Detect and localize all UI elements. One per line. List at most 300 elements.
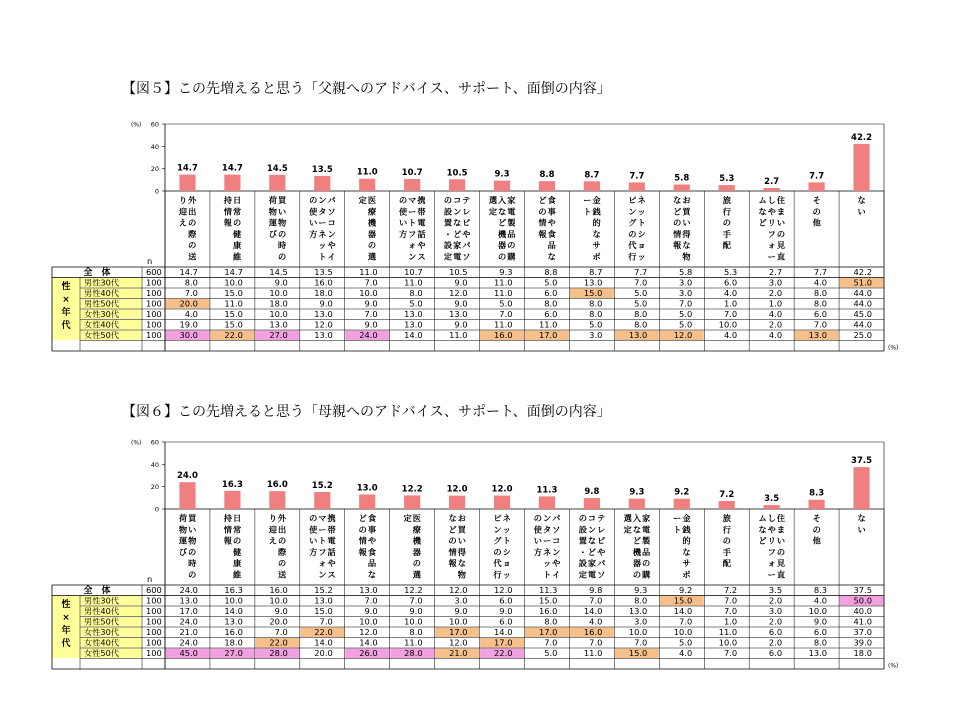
fig5-cell: 25.0 <box>853 330 872 340</box>
fig6-cell: 9.0 <box>499 606 513 616</box>
fig5-cell: 30.0 <box>179 330 198 340</box>
fig6-cell: 9.0 <box>454 606 468 616</box>
fig6-data-label: 9.3 <box>629 487 645 498</box>
fig5-data-label: 9.3 <box>494 169 510 180</box>
fig6-data-label: 11.3 <box>536 485 558 496</box>
fig6-cell: 22.0 <box>314 627 333 637</box>
fig5-cell: 13.0 <box>269 319 288 330</box>
fig6-cell: 20.0 <box>314 648 333 658</box>
fig5-cell: 15.0 <box>224 288 243 298</box>
fig5-total-cell: 5.8 <box>679 267 693 277</box>
fig5-bar <box>179 175 195 191</box>
fig5-cell: 11.0 <box>494 277 513 288</box>
fig5-cell: 51.0 <box>853 277 872 288</box>
fig5-bar <box>449 179 465 191</box>
fig6-bar <box>494 496 510 509</box>
fig6-cell: 16.0 <box>583 627 603 637</box>
fig5-cell: 3.0 <box>679 288 693 298</box>
fig5-cell: 8.0 <box>634 319 648 330</box>
fig6-cell: 15.0 <box>673 595 693 606</box>
fig5-cell: 13.0 <box>404 309 423 319</box>
fig6-cell: 10.0 <box>269 595 288 606</box>
fig6-cell: 2.0 <box>768 637 783 648</box>
figure5-title: 【図５】この先増えると思う「父親へのアドバイス、サポート、面倒の内容」 <box>122 81 611 97</box>
fig6-pct-unit: (%) <box>131 439 142 447</box>
fig6-cell: 6.0 <box>499 616 513 627</box>
fig5-total-cell: 13.5 <box>314 267 333 277</box>
fig5-cell: 3.0 <box>768 277 783 288</box>
fig6-cell: 8.0 <box>813 637 828 648</box>
fig5-cell: 11.0 <box>494 319 513 330</box>
fig5-cell: 12.0 <box>449 288 468 298</box>
fig5-cell: 44.0 <box>853 298 872 309</box>
fig6-row-n: 100 <box>146 648 162 658</box>
fig5-group-label: 代 <box>61 321 71 332</box>
fig6-bar <box>764 505 780 509</box>
fig5-total-cell: 14.7 <box>179 267 198 277</box>
fig6-cell: 41.0 <box>853 616 872 627</box>
fig6-bar <box>719 501 735 509</box>
fig6-cell: 20.0 <box>269 616 288 627</box>
fig6-category-label: 携帯電話やスマートフォンの使い方 <box>309 513 336 580</box>
fig5-cell: 19.0 <box>179 319 198 330</box>
fig5-cell: 10.0 <box>269 309 288 319</box>
fig6-row-label: 男性50代 <box>84 616 119 627</box>
fig6-cell: 7.0 <box>589 595 603 606</box>
fig5-group-label: × <box>62 295 70 306</box>
fig6-row-label: 女性50代 <box>84 648 119 658</box>
fig5-bar <box>719 185 735 191</box>
fig5-cell: 20.0 <box>179 298 198 309</box>
fig5-data-label: 11.0 <box>356 167 378 178</box>
fig5-row-n: 100 <box>146 319 162 330</box>
fig5-cell: 6.0 <box>544 309 558 319</box>
fig5-cell: 8.0 <box>813 288 828 298</box>
fig6-category-label: 食事や食品などの情報 <box>358 513 377 580</box>
fig6-total-n: 600 <box>146 585 162 595</box>
fig5-row-label: 女性50代 <box>84 330 119 340</box>
fig6-cell: 11.0 <box>404 637 423 648</box>
fig5-y-tick-label: 20 <box>150 165 159 174</box>
fig5-cell: 13.0 <box>314 309 333 319</box>
fig6-group-label: 年 <box>61 626 71 637</box>
fig5-cell: 44.0 <box>853 319 872 330</box>
fig6-n-label: n <box>147 574 153 584</box>
fig6-data-label: 8.3 <box>809 488 825 499</box>
fig6-cell: 17.0 <box>449 627 468 637</box>
fig6-cell: 14.0 <box>359 637 378 648</box>
fig6-total-cell: 9.8 <box>589 585 603 595</box>
fig5-bar <box>629 182 645 191</box>
fig6-total-cell: 13.0 <box>359 585 378 595</box>
fig6-cell: 7.0 <box>679 616 693 627</box>
fig5-cell: 6.0 <box>723 277 738 288</box>
fig6-cell: 5.0 <box>679 637 693 648</box>
fig5-cell: 8.0 <box>634 309 648 319</box>
fig5-cell: 1.0 <box>723 298 738 309</box>
fig6-bar <box>224 491 240 509</box>
fig6-cell: 15.0 <box>538 595 558 606</box>
fig5-total-cell: 8.7 <box>589 267 603 277</box>
fig6-cell: 6.0 <box>499 595 513 606</box>
fig6-total-cell: 8.3 <box>813 585 828 595</box>
fig5-group-label: 性 <box>61 282 71 293</box>
fig5-total-cell: 10.5 <box>449 267 468 277</box>
fig6-cell: 45.0 <box>179 648 198 658</box>
fig6-data-label: 15.2 <box>311 481 333 492</box>
fig6-cell: 10.0 <box>449 616 468 627</box>
fig6-cell: 13.0 <box>628 606 648 616</box>
fig6-category-label: ない <box>857 513 866 535</box>
fig5-cell: 7.0 <box>679 298 693 309</box>
fig6-row-label: 男性40代 <box>84 606 119 616</box>
fig5-cell: 9.0 <box>364 298 378 309</box>
fig6-category-label: パソコンやインターネットの使い方 <box>533 513 561 580</box>
fig6-data-label: 9.2 <box>674 487 690 498</box>
fig5-total-cell: 7.7 <box>813 267 828 277</box>
fig5-cell: 4.0 <box>768 309 783 319</box>
fig5-total-cell: 2.7 <box>768 267 783 277</box>
fig6-cell: 7.0 <box>409 595 423 606</box>
fig5-cell: 14.0 <box>404 330 423 340</box>
fig6-total-cell: 12.0 <box>449 585 468 595</box>
fig5-bar <box>674 185 690 191</box>
fig6-data-label: 37.5 <box>851 456 873 467</box>
fig6-cell: 13.0 <box>314 595 333 606</box>
fig5-cell: 8.0 <box>589 298 603 309</box>
fig6-cell: 16.0 <box>538 606 558 616</box>
fig6-cell: 28.0 <box>269 648 288 658</box>
fig5-cell: 8.0 <box>409 288 423 298</box>
fig5-cell: 9.0 <box>454 319 468 330</box>
fig5-total-cell: 8.8 <box>544 267 558 277</box>
fig6-cell: 7.0 <box>274 627 288 637</box>
fig6-category-label: 買い物の時の荷物運び <box>178 513 197 580</box>
fig6-cell: 4.0 <box>813 595 828 606</box>
fig5-cell: 4.0 <box>723 330 738 340</box>
fig5-data-label: 7.7 <box>629 171 645 182</box>
fig5-bar <box>404 179 420 191</box>
fig6-bar <box>449 496 465 509</box>
fig6-data-label: 12.2 <box>401 484 423 495</box>
fig5-cell: 2.0 <box>768 319 783 330</box>
fig5-category-label: ない <box>857 195 866 217</box>
fig5-bar <box>809 182 825 191</box>
fig6-cell: 14.0 <box>314 637 333 648</box>
fig5-cell: 11.0 <box>404 277 423 288</box>
fig5-cell: 11.0 <box>494 288 513 298</box>
fig6-data-label: 24.0 <box>176 471 198 482</box>
fig5-group-label: 年 <box>61 308 71 319</box>
fig6-data-label: 7.2 <box>719 489 735 500</box>
fig6-cell: 14.0 <box>583 606 603 616</box>
fig5-row-n: 100 <box>146 277 162 288</box>
fig5-bar <box>269 175 285 191</box>
fig5-category-label: お買い得な物などの情報 <box>673 195 691 262</box>
fig5-cell: 8.0 <box>589 309 603 319</box>
fig6-cell: 14.0 <box>224 606 243 616</box>
fig6-bar <box>314 492 330 509</box>
fig6-cell: 14.0 <box>673 606 693 616</box>
fig6-group-label: 代 <box>61 639 71 650</box>
fig6-total-cell: 12.0 <box>494 585 513 595</box>
fig6-category-label: 日常の健康維持情報 <box>223 513 242 580</box>
fig6-cell: 37.0 <box>853 627 872 637</box>
fig6-cell: 21.0 <box>449 648 468 658</box>
fig5-cell: 11.0 <box>224 298 243 309</box>
fig5-row-label: 男性50代 <box>84 298 119 309</box>
fig5-y-tick-label: 60 <box>150 120 159 129</box>
fig5-cell: 6.0 <box>544 288 558 298</box>
fig6-category-label: 金銭的なサポート <box>673 513 691 580</box>
fig5-total-label: 全 体 <box>83 268 111 278</box>
fig6-cell: 27.0 <box>224 648 243 658</box>
fig5-data-label: 5.8 <box>674 173 690 184</box>
fig5-total-cell: 14.7 <box>224 267 243 277</box>
fig5-cell: 5.0 <box>634 288 648 298</box>
fig6-data-label: 13.0 <box>356 483 378 494</box>
fig6-cell: 40.0 <box>853 606 872 616</box>
fig6-bar <box>629 499 645 509</box>
fig6-total-cell: 16.3 <box>224 585 243 595</box>
fig5-cell: 7.0 <box>499 309 513 319</box>
fig5-cell: 8.0 <box>544 298 558 309</box>
fig5-cell: 11.0 <box>449 330 468 340</box>
fig6-data-label: 12.0 <box>491 484 513 495</box>
fig5-category-label: 買い物の時の荷物運び <box>268 195 287 262</box>
fig5-pct-suffix: (%) <box>888 344 899 352</box>
fig5-y-tick-label: 40 <box>150 142 159 151</box>
fig5-cell: 10.0 <box>359 288 378 298</box>
fig5-cell: 7.0 <box>364 309 378 319</box>
fig6-cell: 16.0 <box>224 627 243 637</box>
fig5-cell: 9.0 <box>364 319 378 330</box>
fig5-cell: 13.0 <box>628 330 648 340</box>
fig5-cell: 16.0 <box>314 277 333 288</box>
fig6-row-n: 100 <box>146 637 162 648</box>
fig5-row-label: 女性30代 <box>84 309 119 319</box>
fig5-category-label: 外出の際の送り迎え <box>178 195 197 262</box>
fig6-bar <box>853 467 869 509</box>
fig6-category-label: 医療機器の選定 <box>403 513 421 580</box>
fig5-cell: 3.0 <box>679 277 693 288</box>
fig6-cell: 9.0 <box>364 606 378 616</box>
fig6-cell: 4.0 <box>679 648 693 658</box>
fig5-cell: 15.0 <box>224 319 243 330</box>
fig6-cell: 17.0 <box>494 637 513 648</box>
fig6-bar <box>539 496 555 509</box>
fig5-category-label: 携帯電話やスマートフォンの使い方 <box>398 195 426 262</box>
fig5-cell: 18.0 <box>269 298 288 309</box>
fig6-cell: 3.0 <box>454 595 468 606</box>
fig5-cell: 13.0 <box>808 330 828 340</box>
fig6-row-n: 100 <box>146 606 162 616</box>
fig6-bar <box>674 499 690 509</box>
fig6-cell: 11.0 <box>583 648 603 658</box>
fig6-bar <box>359 494 375 509</box>
fig6-cell: 26.0 <box>359 648 378 658</box>
fig5-bar <box>224 175 240 191</box>
fig6-cell: 15.0 <box>314 606 333 616</box>
fig5-total-cell: 14.5 <box>269 267 288 277</box>
fig5-data-label: 14.5 <box>266 163 288 174</box>
fig6-cell: 21.0 <box>179 627 198 637</box>
fig5-cell: 4.0 <box>184 309 198 319</box>
fig6-bar <box>269 491 285 509</box>
fig5-cell: 12.0 <box>314 319 333 330</box>
fig5-row-label: 女性40代 <box>84 319 119 330</box>
fig5-cell: 15.0 <box>583 288 603 298</box>
fig6-cell: 7.0 <box>589 637 603 648</box>
fig6-total-cell: 9.3 <box>634 585 648 595</box>
fig5-category-label: 金銭的なサポート <box>583 195 601 262</box>
fig5-cell: 45.0 <box>853 309 872 319</box>
fig6-category-label: 住まいの見直しやリフォームなど <box>758 513 786 580</box>
fig6-cell: 9.0 <box>409 606 423 616</box>
fig5-pct-unit: (%) <box>131 121 142 129</box>
fig6-cell: 13.0 <box>224 616 243 627</box>
fig5-category-label: テレビやパソコンなど家電の設置・設定 <box>443 195 471 262</box>
fig6-data-label: 16.0 <box>266 480 288 491</box>
fig5-cell: 4.0 <box>813 277 828 288</box>
fig6-category-label: ネットショッピングの代行 <box>493 513 511 580</box>
fig5-cell: 8.0 <box>184 277 198 288</box>
fig6-data-label: 16.3 <box>221 479 243 490</box>
fig6-category-label: 外出の際の送り迎え <box>268 513 287 580</box>
fig5-cell: 7.0 <box>813 319 828 330</box>
fig6-pct-suffix: (%) <box>888 662 899 670</box>
fig5-category-label: パソコンやインターネットの使い方 <box>309 195 336 262</box>
fig6-cell: 7.0 <box>723 648 738 658</box>
fig5-cell: 5.0 <box>589 319 603 330</box>
fig5-cell: 3.0 <box>589 330 603 340</box>
fig5-total-cell: 42.2 <box>853 267 872 277</box>
fig5-cell: 9.0 <box>454 277 468 288</box>
fig5-bar <box>494 181 510 191</box>
fig5-cell: 24.0 <box>359 330 378 340</box>
fig6-cell: 1.0 <box>723 616 738 627</box>
fig5-row-n: 100 <box>146 330 162 340</box>
fig6-cell: 7.0 <box>544 637 558 648</box>
fig6-cell: 14.0 <box>494 627 513 637</box>
fig6-category-label: その他 <box>812 513 821 546</box>
fig5-data-label: 42.2 <box>851 132 873 143</box>
fig5-row-n: 100 <box>146 298 162 309</box>
fig5-category-label: 医療機器の選定 <box>358 195 377 262</box>
fig5-cell: 7.0 <box>634 277 648 288</box>
fig6-cell: 8.0 <box>544 616 558 627</box>
fig6-cell: 3.0 <box>634 616 648 627</box>
fig5-data-label: 8.7 <box>584 170 600 181</box>
fig5-category-label: 家電製品の購入など機器の選定 <box>488 195 516 262</box>
fig6-cell: 3.0 <box>768 606 783 616</box>
fig5-data-label: 5.3 <box>719 174 735 185</box>
fig6-cell: 10.0 <box>224 595 243 606</box>
fig5-cell: 11.0 <box>538 319 558 330</box>
fig5-cell: 4.0 <box>723 288 738 298</box>
fig5-bar <box>853 144 869 191</box>
fig5-cell: 5.0 <box>634 298 648 309</box>
fig6-cell: 10.0 <box>718 637 738 648</box>
fig5-data-label: 2.7 <box>764 176 780 187</box>
fig5-cell: 13.0 <box>583 277 603 288</box>
fig5-data-label: 14.7 <box>221 163 243 174</box>
fig5-total-n: 600 <box>146 267 162 277</box>
fig5-category-label: 旅行の手配 <box>722 195 731 251</box>
fig6-group-label: × <box>62 613 70 624</box>
fig5-cell: 7.0 <box>364 277 378 288</box>
fig5-bar <box>539 181 555 191</box>
fig6-cell: 10.0 <box>404 616 423 627</box>
fig6-cell: 18.0 <box>224 637 243 648</box>
fig6-cell: 22.0 <box>269 637 288 648</box>
fig5-cell: 16.0 <box>494 330 513 340</box>
fig6-cell: 7.0 <box>319 616 333 627</box>
fig6-row-n: 100 <box>146 595 162 606</box>
fig6-total-cell: 24.0 <box>179 585 198 595</box>
fig6-cell: 7.0 <box>723 606 738 616</box>
fig6-bar <box>584 498 600 509</box>
fig5-total-cell: 9.3 <box>499 267 513 277</box>
fig6-y-tick-label: 20 <box>150 483 159 492</box>
fig5-y-tick-label: 0 <box>154 187 159 196</box>
fig6-cell: 6.0 <box>768 648 783 658</box>
fig5-cell: 22.0 <box>224 330 243 340</box>
fig6-y-tick-label: 0 <box>154 505 159 514</box>
fig5-category-label: その他 <box>812 195 821 228</box>
fig5-category-label: 食事や食品などの情報 <box>538 195 556 262</box>
fig5-cell: 7.0 <box>184 288 198 298</box>
fig6-total-cell: 12.2 <box>404 585 423 595</box>
fig6-category-label: 旅行の手配 <box>722 513 731 569</box>
fig6-total-cell: 15.2 <box>314 585 333 595</box>
fig5-total-cell: 7.7 <box>634 267 648 277</box>
fig5-data-label: 10.7 <box>401 168 423 179</box>
fig5-bar <box>584 181 600 191</box>
fig5-bar <box>764 188 780 191</box>
fig6-cell: 10.0 <box>673 627 693 637</box>
fig6-category-label: お買い得な物などの情報 <box>448 513 466 580</box>
fig6-row-label: 男性30代 <box>84 595 119 606</box>
fig6-category-label: 家電製品の購入など機器の選定 <box>623 513 651 580</box>
fig5-cell: 15.0 <box>224 309 243 319</box>
fig6-y-tick-label: 40 <box>150 460 159 469</box>
fig5-category-label: ネットショッピングの代行 <box>628 195 646 262</box>
fig6-cell: 8.0 <box>634 595 648 606</box>
fig5-cell: 6.0 <box>813 309 828 319</box>
fig5-data-label: 7.7 <box>809 171 825 182</box>
fig6-cell: 28.0 <box>404 648 423 658</box>
fig6-cell: 2.0 <box>768 595 783 606</box>
fig5-cell: 7.0 <box>723 309 738 319</box>
fig6-cell: 24.0 <box>179 637 198 648</box>
fig6-group-label: 性 <box>61 600 71 611</box>
fig5-cell: 9.0 <box>274 277 288 288</box>
fig6-total-cell: 37.5 <box>853 585 872 595</box>
fig6-cell: 7.0 <box>723 595 738 606</box>
fig6-cell: 9.0 <box>813 616 828 627</box>
fig5-total-cell: 5.3 <box>723 267 738 277</box>
fig5-cell: 12.0 <box>673 330 693 340</box>
fig6-data-label: 9.8 <box>584 487 600 498</box>
fig6-cell: 17.0 <box>538 627 558 637</box>
fig6-data-label: 12.0 <box>446 484 468 495</box>
fig5-cell: 1.0 <box>768 298 783 309</box>
fig6-total-cell: 9.2 <box>679 585 693 595</box>
fig5-cell: 2.0 <box>768 288 783 298</box>
fig5-cell: 9.0 <box>454 298 468 309</box>
fig5-total-cell: 11.0 <box>359 267 378 277</box>
